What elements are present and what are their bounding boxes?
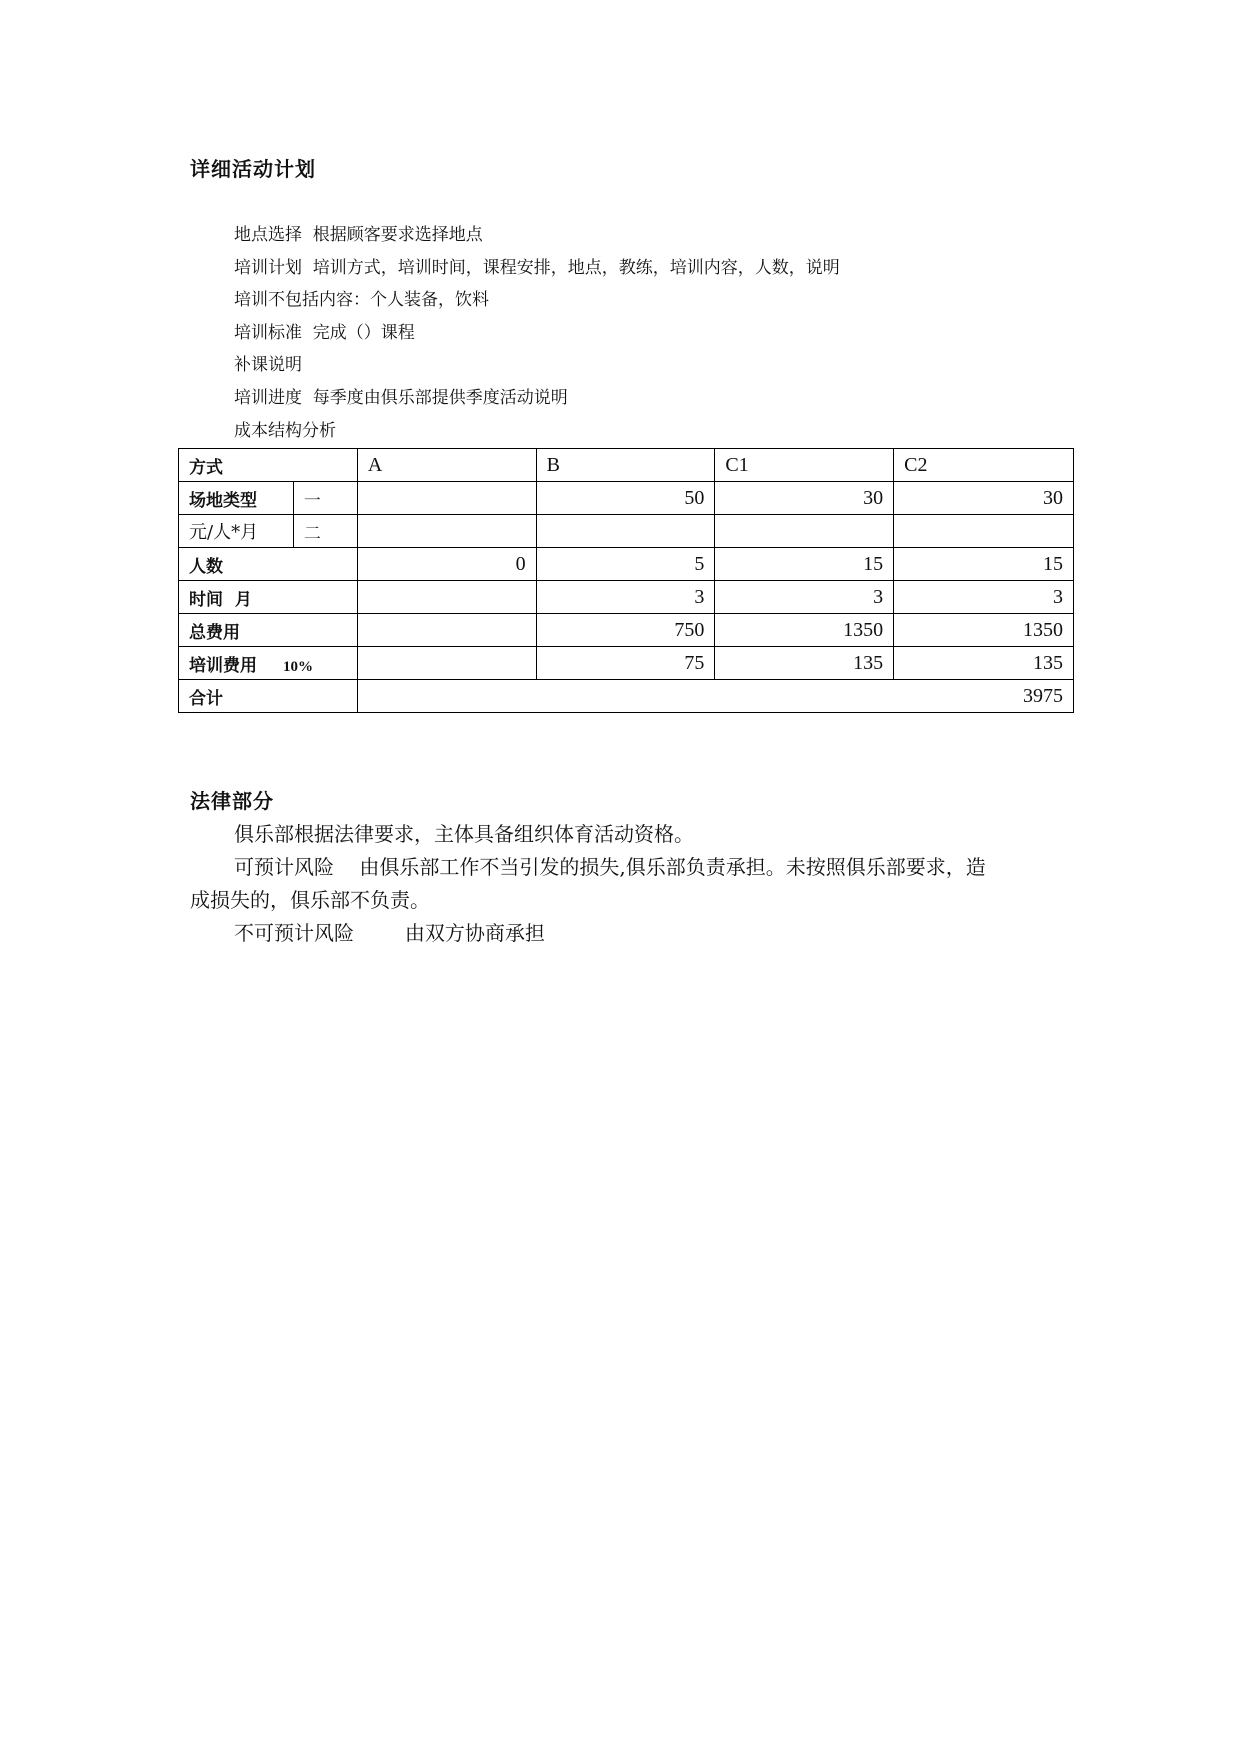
venue-unit-label: 元/人*月 (179, 515, 294, 548)
total-cost-a (357, 614, 536, 647)
venue-sub-2: 二 (293, 515, 357, 548)
time-label: 时间 月 (179, 581, 358, 614)
venue-2-c2 (894, 515, 1074, 548)
people-a: 0 (357, 548, 536, 581)
people-label: 人数 (179, 548, 358, 581)
table-row-header (179, 449, 1074, 482)
total-cost-c2: 1350 (894, 614, 1074, 647)
time-b: 3 (536, 581, 715, 614)
plan-line-training-plan: 培训计划 培训方式，培训时间，课程安排，地点，教练，培训内容，人数，说明 (234, 258, 840, 278)
sum-label: 合计 (179, 680, 358, 713)
table-row-time (179, 581, 1074, 614)
section-title-legal: 法律部分 (190, 789, 274, 813)
cost-structure-table (178, 448, 1074, 713)
table-row-venue-1 (179, 482, 1074, 515)
venue-2-a (357, 515, 536, 548)
venue-2-c1 (715, 515, 894, 548)
venue-1-c1: 30 (715, 482, 894, 515)
table-row-people (179, 548, 1074, 581)
venue-1-a (357, 482, 536, 515)
training-fee-b: 75 (536, 647, 715, 680)
plan-line-cost-analysis: 成本结构分析 (234, 421, 336, 441)
people-c1: 15 (715, 548, 894, 581)
venue-sub-1: 一 (293, 482, 357, 515)
venue-1-c2: 30 (894, 482, 1074, 515)
table-row-sum (179, 680, 1074, 713)
venue-2-b (536, 515, 715, 548)
people-b: 5 (536, 548, 715, 581)
header-label: 方式 (179, 449, 358, 482)
header-col-c2: C2 (894, 449, 1074, 482)
plan-line-standard: 培训标准 完成（）课程 (234, 323, 415, 343)
time-a (357, 581, 536, 614)
table-row-total-cost (179, 614, 1074, 647)
table-row-venue-2 (179, 515, 1074, 548)
venue-label: 场地类型 (179, 482, 294, 515)
legal-paragraph-2b: 成损失的，俱乐部不负责。 (190, 888, 430, 912)
plan-line-progress: 培训进度 每季度由俱乐部提供季度活动说明 (234, 388, 568, 408)
legal-paragraph-3: 不可预计风险 由双方协商承担 (234, 921, 545, 945)
section-title-activity-plan: 详细活动计划 (190, 157, 316, 181)
people-c2: 15 (894, 548, 1074, 581)
legal-paragraph-2a: 可预计风险 由俱乐部工作不当引发的损失,俱乐部负责承担。未按照俱乐部要求，造 (234, 855, 986, 879)
legal-paragraph-1: 俱乐部根据法律要求，主体具备组织体育活动资格。 (234, 822, 694, 846)
sum-value: 3975 (357, 680, 1073, 713)
header-col-b: B (536, 449, 715, 482)
time-c2: 3 (894, 581, 1074, 614)
training-fee-c2: 135 (894, 647, 1074, 680)
plan-line-makeup: 补课说明 (234, 355, 302, 375)
table-row-training-fee (179, 647, 1074, 680)
header-col-c1: C1 (715, 449, 894, 482)
total-cost-c1: 1350 (715, 614, 894, 647)
training-fee-cell (179, 647, 358, 680)
venue-1-b: 50 (536, 482, 715, 515)
training-fee-c1: 135 (715, 647, 894, 680)
training-fee-label: 培训费用 (189, 655, 257, 676)
header-col-a: A (357, 449, 536, 482)
total-cost-label: 总费用 (179, 614, 358, 647)
training-fee-a (357, 647, 536, 680)
plan-line-location: 地点选择 根据顾客要求选择地点 (234, 225, 483, 245)
total-cost-b: 750 (536, 614, 715, 647)
training-fee-pct: 10% (283, 658, 313, 675)
time-c1: 3 (715, 581, 894, 614)
plan-line-exclusions: 培训不包括内容：个人装备，饮料 (234, 290, 489, 310)
